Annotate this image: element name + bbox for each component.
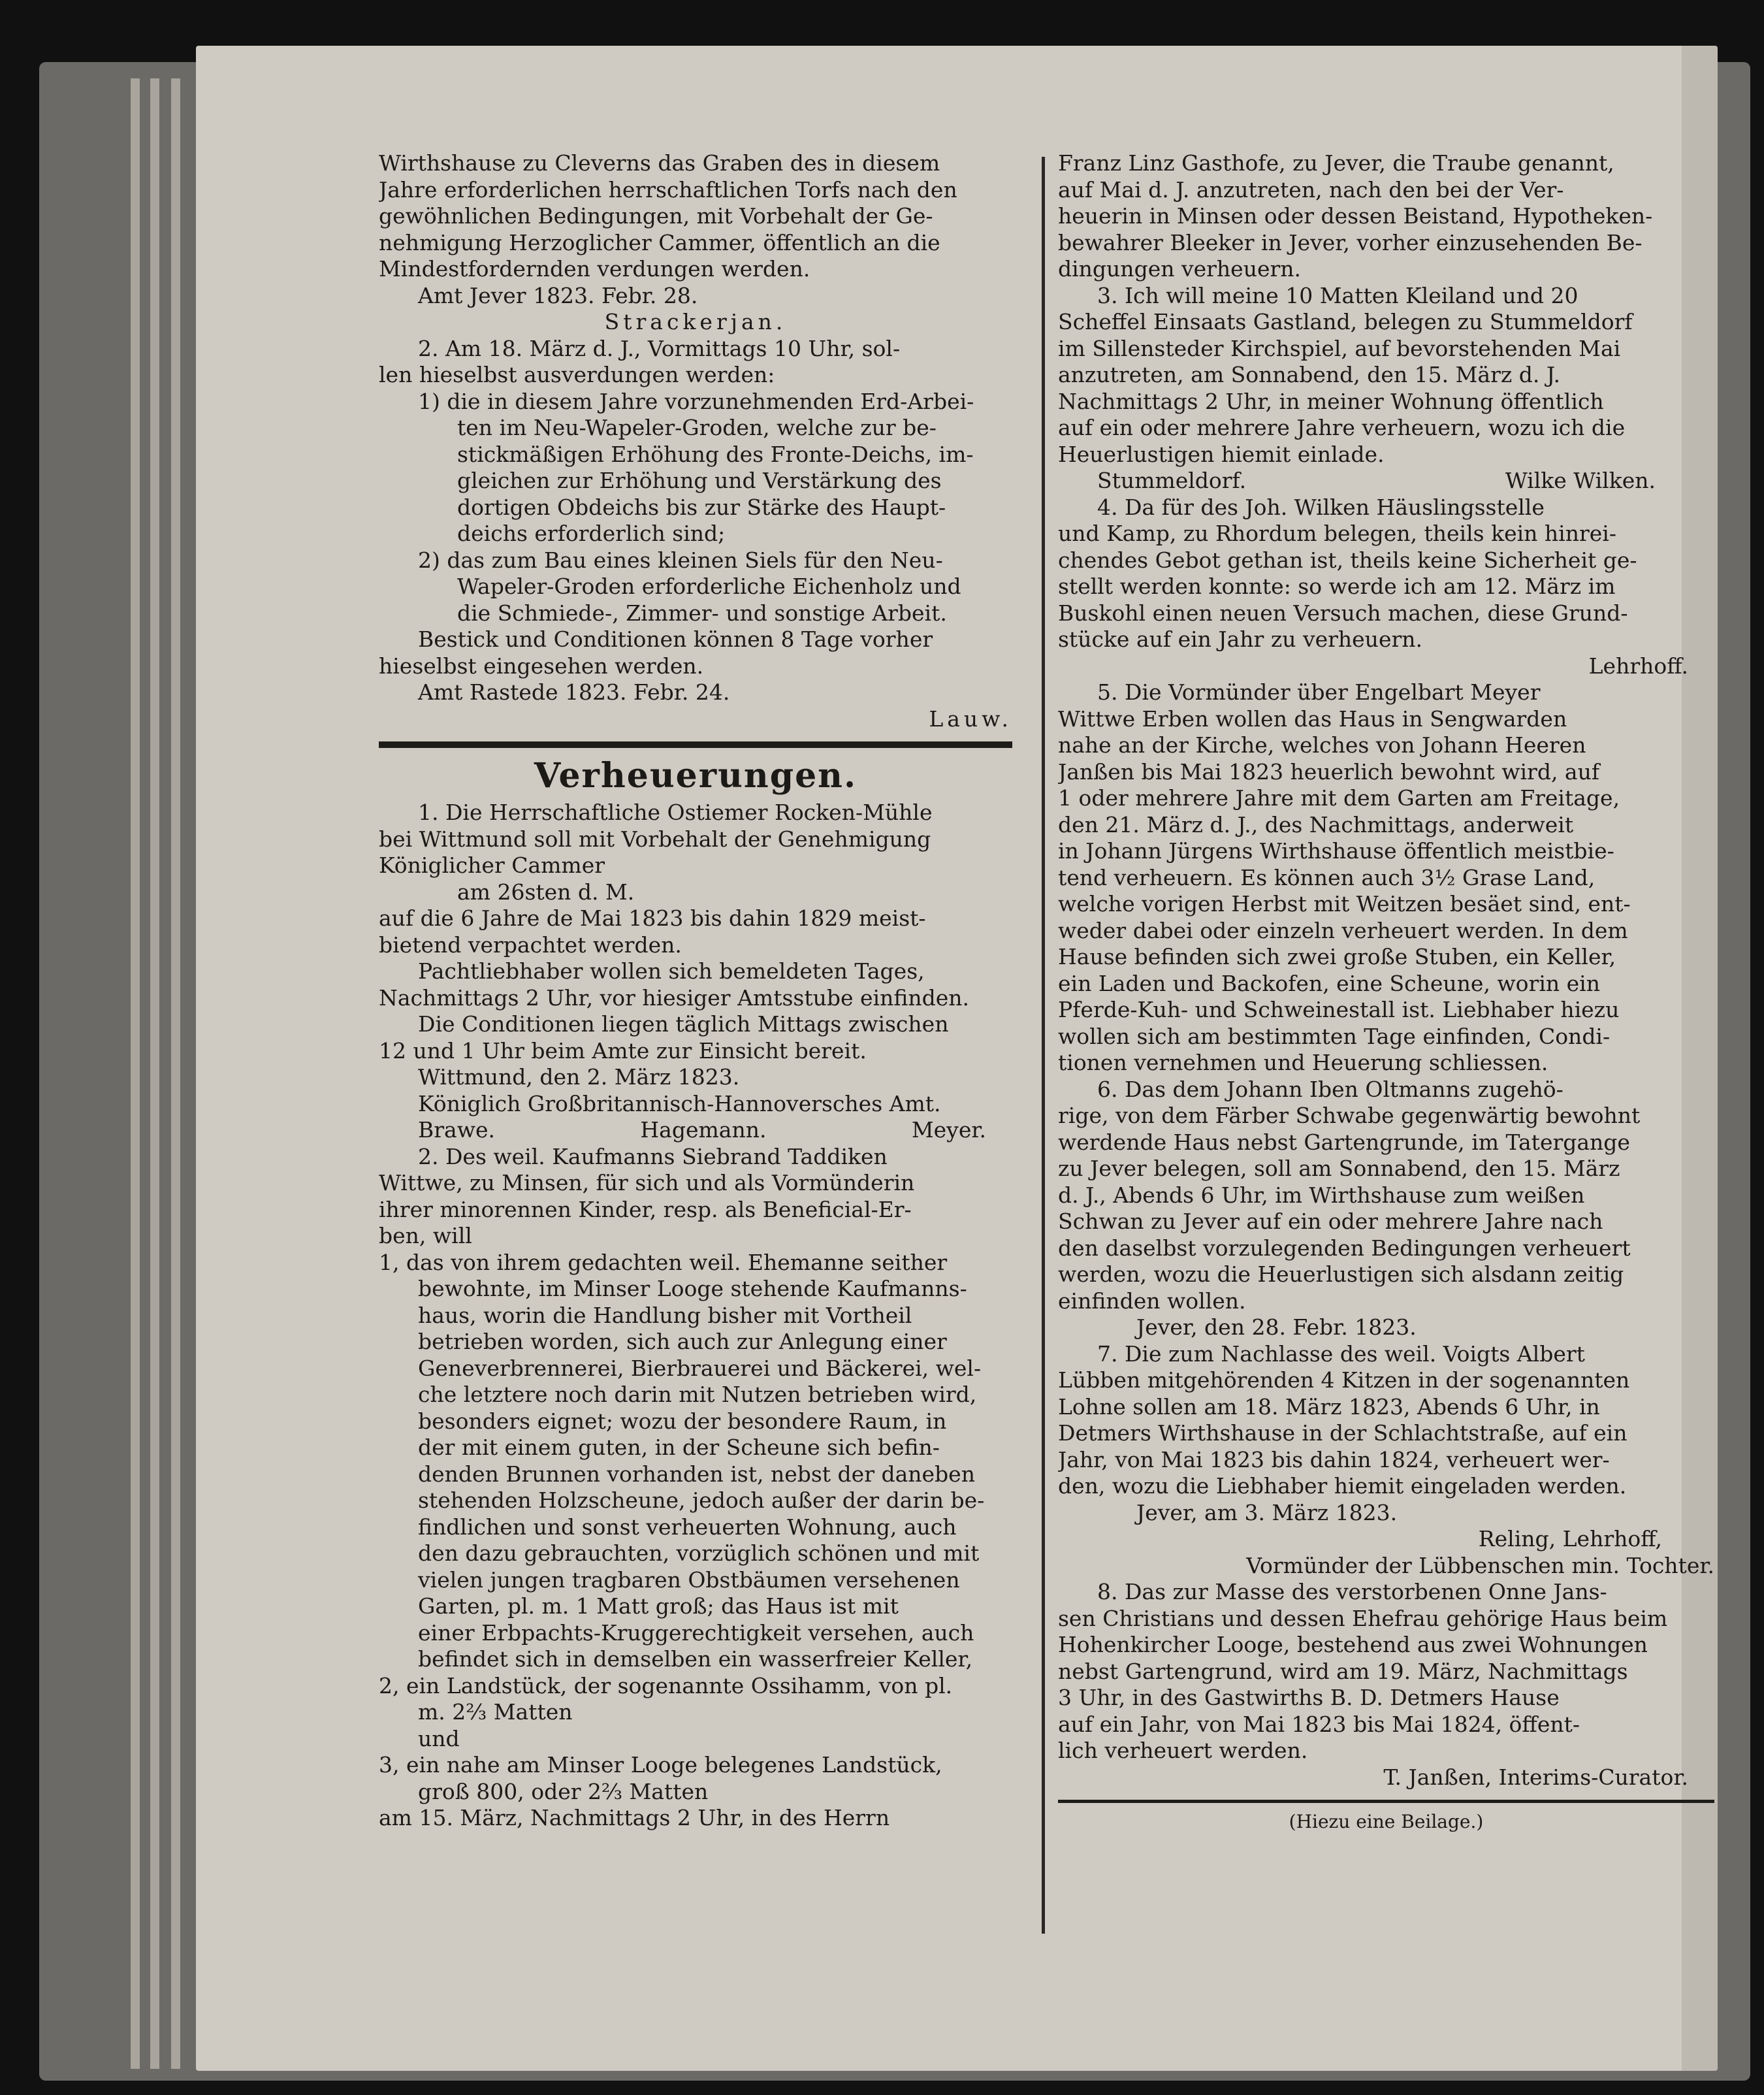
text-line: ein Laden und Backofen, eine Scheune, worin ein (1058, 970, 1600, 996)
text-line: 2. Des weil. Kaufmanns Siebrand Taddiken (418, 1143, 888, 1169)
text-line: 5. Die Vormünder über Engelbart Meyer (1097, 679, 1541, 705)
text-line: Franz Linz Gasthofe, zu Jever, die Traube genannt, (1058, 150, 1614, 176)
newspaper-page (196, 46, 1718, 2071)
text-line: Hohenkircher Looge, bestehend aus zwei Wohnungen (1058, 1632, 1648, 1657)
text-line: ihrer minorennen Kinder, resp. als Beneficial-Er- (379, 1196, 912, 1222)
page-edge (171, 78, 180, 2069)
text-line: ten im Neu-Wapeler-Groden, welche zur be- (457, 415, 937, 440)
text-line: 1, das von ihrem gedachten weil. Ehemanne seither (379, 1249, 948, 1275)
notice-2 (379, 336, 1012, 680)
notice-v5 (1058, 679, 1714, 1077)
text-line: die Schmiede-, Zimmer- und sonstige Arbeit. (457, 600, 947, 626)
text-line: Garten, pl. m. 1 Matt groß; das Haus ist mit (418, 1593, 899, 1619)
text-line: in Johann Jürgens Wirthshause öffentlich meistbie- (1058, 838, 1614, 864)
text-line: Königlicher Cammer (379, 853, 605, 878)
text-line: ben, will (379, 1223, 472, 1248)
text-line: 2. Am 18. März d. J., Vormittags 10 Uhr, sol- (418, 335, 901, 361)
text-line: d. J., Abends 6 Uhr, im Wirthshause zum weißen (1058, 1182, 1585, 1208)
text-line: nahe an der Kirche, welches von Johann Heeren (1058, 732, 1586, 758)
text-line: den dazu gebrauchten, vorzüglich schönen und mit (418, 1540, 980, 1566)
text-line: Nachmittags 2 Uhr, vor hiesiger Amtsstube einfinden. (379, 984, 969, 1011)
text-line: Wittwe, zu Minsen, für sich und als Vormünderin (379, 1170, 915, 1195)
text-line: welche vorigen Herbst mit Weitzen besäet sind, ent- (1058, 891, 1631, 917)
dateline: Jever, am 3. März 1823. (1136, 1499, 1398, 1525)
signature: Reling, Lehrhoff, (1478, 1526, 1662, 1551)
text-line: Wirthshause zu Cleverns das Graben des in diesem (379, 150, 940, 176)
text-line: auf die 6 Jahre de Mai 1823 bis dahin 1829 meist- (379, 905, 926, 931)
text-line: dingungen verheuern. (1058, 256, 1301, 282)
text-line: bewohnte, im Minser Looge stehende Kaufmanns- (418, 1276, 967, 1301)
text-line: besonders eignet; wozu der besondere Raum, in (418, 1408, 947, 1434)
signature: Hagemann. (640, 1117, 767, 1143)
right-column (1058, 150, 1714, 1832)
text-line: heuerin in Minsen oder dessen Beistand, Hypotheken- (1058, 203, 1653, 229)
text-line: Lübben mitgehörenden 4 Kitzen in der sogenannten (1058, 1367, 1630, 1393)
notice-v4 (1058, 495, 1714, 680)
signature: Vormünder der Lübbenschen min. Tochter. (1246, 1552, 1714, 1578)
text-line: den 21. März d. J., des Nachmittags, anderweit (1058, 811, 1574, 837)
text-line: 1) die in diesem Jahre vorzunehmenden Erd-Arbei- (418, 388, 974, 414)
text-line: Wittwe Erben wollen das Haus in Sengwarden (1058, 706, 1567, 732)
text-line: rige, von dem Färber Schwabe gegenwärtig bewohnt (1058, 1103, 1641, 1128)
text-line: 3 Uhr, in des Gastwirths B. D. Detmers Hause (1058, 1685, 1560, 1710)
text-line: auf ein oder mehrere Jahre verheuern, wozu ich die (1058, 415, 1626, 440)
notice-v2 (379, 1144, 1012, 1832)
text-line: denden Brunnen vorhanden ist, nebst der daneben (418, 1461, 975, 1487)
text-line: vielen jungen tragbaren Obstbäumen versehenen (418, 1567, 960, 1593)
text-line: stickmäßigen Erhöhung des Fronte-Deichs, im- (457, 441, 974, 467)
text-line: Jahre erforderlichen herrschaftlichen Torfs nach den (379, 176, 957, 203)
notice-continuation (1058, 150, 1714, 283)
signature: Wilke Wilken. (1505, 468, 1656, 493)
signature-row (1058, 468, 1714, 495)
text-line: 6. Das dem Johann Iben Oltmanns zugehö- (1097, 1076, 1564, 1102)
text-line: Wapeler-Groden erforderliche Eichenholz und (457, 574, 961, 599)
text-line: che letztere noch darin mit Nutzen betrieben wird, (418, 1382, 977, 1407)
text-line: und (418, 1725, 460, 1751)
text-line: Lohne sollen am 18. März 1823, Abends 6 Uhr, in (1058, 1393, 1600, 1420)
text-line: einfinden wollen. (1058, 1288, 1246, 1314)
text-line: werden, wozu die Heuerlustigen sich alsdann zeitig (1058, 1261, 1624, 1287)
text-line: Janßen bis Mai 1823 heuerlich bewohnt wird, auf (1058, 758, 1600, 785)
text-line: Bestick und Conditionen können 8 Tage vorher (418, 626, 933, 652)
text-line: Die Conditionen liegen täglich Mittags zwischen (418, 1011, 949, 1037)
text-line: im Sillensteder Kirchspiel, auf bevorstehenden Mai (1058, 335, 1621, 361)
dateline: Amt Rastede 1823. Febr. 24. (418, 679, 730, 705)
signature-row (379, 1117, 1012, 1144)
dateline: Wittmund, den 2. März 1823. (418, 1064, 740, 1090)
text-line: hieselbst eingesehen werden. (379, 653, 704, 679)
text-line: einer Erbpachts-Kruggerechtigkeit versehen, auch (418, 1619, 974, 1646)
signature: Strackerjan. (604, 309, 787, 334)
page-edge (150, 78, 159, 2069)
section-heading: Verheuerungen. (534, 756, 858, 796)
text-line: Geneverbrennerei, Bierbrauerei und Bäckerei, wel- (418, 1355, 982, 1381)
text-line: wollen sich am bestimmten Tage einfinden, Condi- (1058, 1023, 1611, 1049)
notice-v7 (1058, 1341, 1714, 1580)
place: Stummeldorf. (1097, 468, 1247, 493)
text-line: chendes Gebot gethan ist, theils keine Sicherheit ge- (1058, 547, 1637, 573)
text-line: anzutreten, am Sonnabend, den 15. März d. J. (1058, 362, 1561, 387)
text-line: 12 und 1 Uhr beim Amte zur Einsicht bereit. (379, 1037, 867, 1064)
text-line: am 15. März, Nachmittags 2 Uhr, in des Herrn (379, 1805, 890, 1830)
text-line: Scheffel Einsaats Gastland, belegen zu Stummeldorf (1058, 309, 1633, 334)
text-line: groß 800, oder 2⅔ Matten (418, 1778, 709, 1804)
text-line: werdende Haus nebst Gartengrunde, im Tatergange (1058, 1129, 1630, 1155)
text-line: den daselbst vorzulegenden Bedingungen verheuert (1058, 1235, 1631, 1261)
text-line: nehmigung Herzoglicher Cammer, öffentlich an die (379, 229, 940, 255)
text-line: stehenden Holzscheune, jedoch außer der darin be- (418, 1487, 985, 1513)
text-line: 4. Da für des Joh. Wilken Häuslingsstelle (1097, 494, 1545, 520)
signature: Brawe. (418, 1117, 495, 1143)
text-line: Buskohl einen neuen Versuch machen, diese Grund- (1058, 600, 1628, 626)
text-line: 2) das zum Bau eines kleinen Siels für den Neu- (418, 547, 943, 573)
text-line: findlichen und sonst verheuerten Wohnung, auch (418, 1514, 957, 1540)
dateline: Amt Jever 1823. Febr. 28. (418, 282, 698, 308)
signature: T. Janßen, Interims-Curator. (1383, 1764, 1688, 1790)
text-line: 2, ein Landstück, der sogenannte Ossihamm, von pl. (379, 1672, 953, 1698)
text-line: sen Christians und dessen Ehefrau gehörige Haus beim (1058, 1605, 1668, 1631)
text-line: gleichen zur Erhöhung und Verstärkung des (457, 468, 942, 493)
text-line: m. 2⅔ Matten (418, 1699, 573, 1725)
text-line: Nachmittags 2 Uhr, in meiner Wohnung öffentlich (1058, 388, 1604, 414)
text-line: dortigen Obdeichs bis zur Stärke des Haupt- (457, 494, 946, 520)
text-line: Heuerlustigen hiemit einlade. (1058, 441, 1385, 467)
text-line: tend verheuern. Es können auch 3½ Grase Land, (1058, 864, 1596, 890)
text-line: Schwan zu Jever auf ein oder mehrere Jahre nach (1058, 1209, 1603, 1234)
section-rule (379, 741, 1012, 748)
column-divider (1042, 157, 1045, 1934)
text-line: Detmers Wirthshause in der Schlachtstraße, auf ein (1058, 1420, 1628, 1446)
text-line: bei Wittmund soll mit Vorbehalt der Genehmigung (379, 826, 931, 852)
text-line: zu Jever belegen, soll am Sonnabend, den 15. März (1058, 1156, 1620, 1181)
text-line: 7. Die zum Nachlasse des weil. Voigts Albert (1097, 1340, 1585, 1367)
text-line: Hause befinden sich zwei große Stuben, ein Keller, (1058, 944, 1616, 969)
text-line: am 26sten d. M. (457, 879, 635, 905)
text-line: 3. Ich will meine 10 Matten Kleiland und 20 (1097, 282, 1579, 308)
text-line: auf Mai d. J. anzutreten, nach den bei der Ver- (1058, 176, 1564, 203)
text-line: deichs erforderlich sind; (457, 521, 726, 546)
closing-rule (1058, 1800, 1714, 1803)
text-line: und Kamp, zu Rhordum belegen, theils kein hinrei- (1058, 521, 1616, 546)
left-column (379, 150, 1012, 1832)
text-line: der mit einem guten, in der Scheune sich befin- (418, 1435, 940, 1460)
signature: Lehrhoff. (1588, 653, 1688, 679)
text-line: lich verheuert werden. (1058, 1738, 1308, 1763)
text-line: Mindestfordernden verdungen werden. (379, 256, 810, 282)
page-edge (131, 78, 140, 2069)
text-line: betrieben worden, sich auch zur Anlegung einer (418, 1329, 947, 1354)
dateline: Jever, den 28. Febr. 1823. (1136, 1314, 1417, 1340)
text-line: bietend verpachtet werden. (379, 932, 682, 958)
text-line: 3, ein nahe am Minser Looge belegenes Landstück, (379, 1752, 942, 1778)
intro-text (379, 150, 1012, 283)
text-line: 1. Die Herrschaftliche Ostiemer Rocken-Mühle (418, 800, 933, 825)
text-line: 1 oder mehrere Jahre mit dem Garten am Freitage, (1058, 785, 1620, 811)
text-line: bewahrer Bleeker in Jever, vorher einzusehenden Be- (1058, 229, 1643, 255)
notice-v6 (1058, 1077, 1714, 1341)
text-line: tionen vernehmen und Heuerung schliessen. (1058, 1050, 1548, 1075)
text-line: len hieselbst ausverdungen werden: (379, 362, 775, 387)
text-line: nebst Gartengrund, wird am 19. März, Nachmittags (1058, 1658, 1628, 1684)
notice-v3 (1058, 283, 1714, 495)
text-line: gewöhnlichen Bedingungen, mit Vorbehalt der Ge- (379, 203, 933, 229)
text-line: weder dabei oder einzeln verheuert werden. In dem (1058, 917, 1628, 943)
supplement-note: (Hiezu eine Beilage.) (1289, 1811, 1484, 1832)
text-line: befindet sich in demselben ein wasserfreier Keller, (418, 1646, 973, 1672)
text-line: den, wozu die Liebhaber hiemit eingeladen werden. (1058, 1473, 1627, 1499)
notice-v1 (379, 800, 1012, 1144)
text-line: Jahr, von Mai 1823 bis dahin 1824, verheuert wer- (1058, 1446, 1610, 1472)
text-line: haus, worin die Handlung bisher mit Vortheil (418, 1302, 912, 1328)
text-line: stellt werden konnte: so werde ich am 12. März im (1058, 574, 1616, 599)
text-line: 8. Das zur Masse des verstorbenen Onne Jans- (1097, 1579, 1607, 1604)
text-line: auf ein Jahr, von Mai 1823 bis Mai 1824, öffent- (1058, 1711, 1580, 1737)
text-line: Pferde-Kuh- und Schweinestall ist. Liebhaber hiezu (1058, 997, 1620, 1022)
text-line: Pachtliebhaber wollen sich bemeldeten Tages, (418, 958, 925, 984)
signature: Lauw. (929, 706, 1012, 732)
office-line: Königlich Großbritannisch-Hannoversches Amt. (418, 1090, 941, 1116)
text-line: stücke auf ein Jahr zu verheuern. (1058, 626, 1422, 652)
notice-v8 (1058, 1579, 1714, 1791)
signature: Meyer. (911, 1117, 986, 1143)
